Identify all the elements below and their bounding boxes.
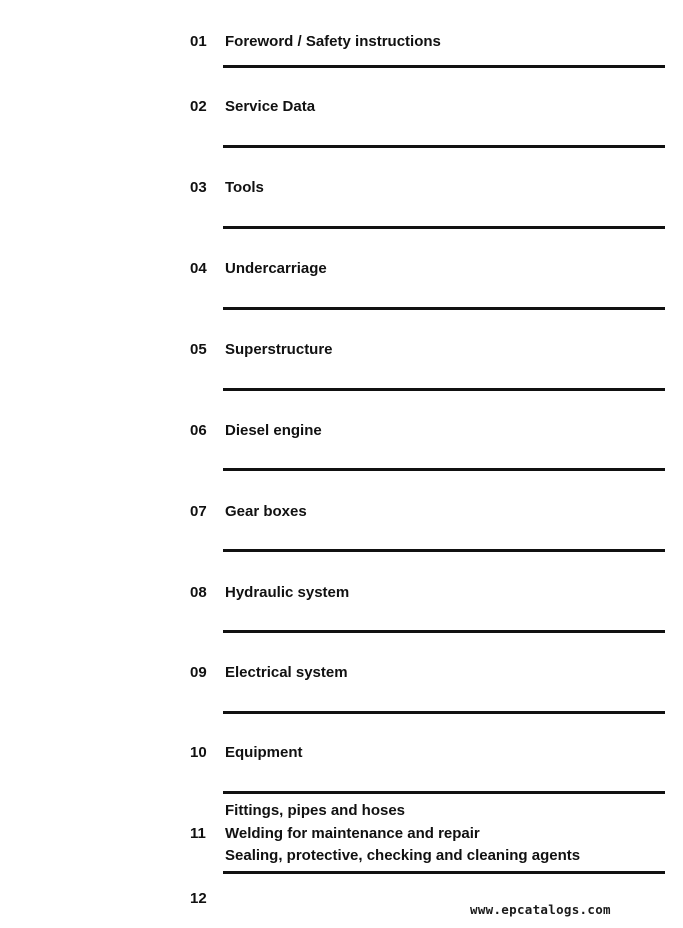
section-title[interactable]: Electrical system (225, 664, 348, 681)
section-title-line[interactable]: Welding for maintenance and repair (225, 824, 480, 842)
section-title[interactable]: Undercarriage (225, 260, 327, 277)
section-number: 02 (190, 98, 207, 115)
section-number: 11 (190, 825, 206, 842)
section-divider (223, 549, 665, 552)
section-title[interactable]: Diesel engine (225, 422, 322, 439)
section-divider (223, 711, 665, 714)
section-number: 08 (190, 584, 207, 601)
section-number: 07 (190, 503, 207, 520)
section-title[interactable]: Hydraulic system (225, 584, 350, 601)
section-title[interactable]: Foreword / Safety instructions (225, 33, 441, 50)
section-divider (223, 388, 665, 391)
section-number: 05 (190, 341, 207, 358)
section-title[interactable]: Equipment (225, 744, 303, 761)
section-divider (223, 468, 665, 471)
section-divider (223, 791, 665, 794)
section-title-line[interactable]: Sealing, protective, checking and cleaning agents (225, 847, 581, 864)
section-number: 09 (190, 664, 207, 681)
section-title[interactable]: Gear boxes (225, 503, 307, 520)
section-number: 01 (190, 33, 207, 50)
section-divider (223, 226, 665, 229)
section-divider (223, 630, 665, 633)
section-number: 04 (190, 260, 207, 277)
section-title[interactable]: Tools (225, 179, 264, 196)
section-divider (223, 145, 665, 148)
section-number: 06 (190, 422, 207, 439)
section-divider (223, 307, 665, 310)
section-title[interactable]: Service Data (225, 98, 316, 115)
section-divider (223, 871, 665, 874)
section-number: 10 (190, 744, 207, 761)
section-number: 12 (190, 890, 207, 907)
section-title-line[interactable]: Fittings, pipes and hoses (225, 802, 406, 819)
watermark-text: www.epcatalogs.com (470, 902, 611, 917)
section-divider (223, 65, 665, 68)
section-title-group (225, 800, 580, 868)
section-title[interactable]: Superstructure (225, 341, 333, 358)
section-number: 03 (190, 179, 207, 196)
